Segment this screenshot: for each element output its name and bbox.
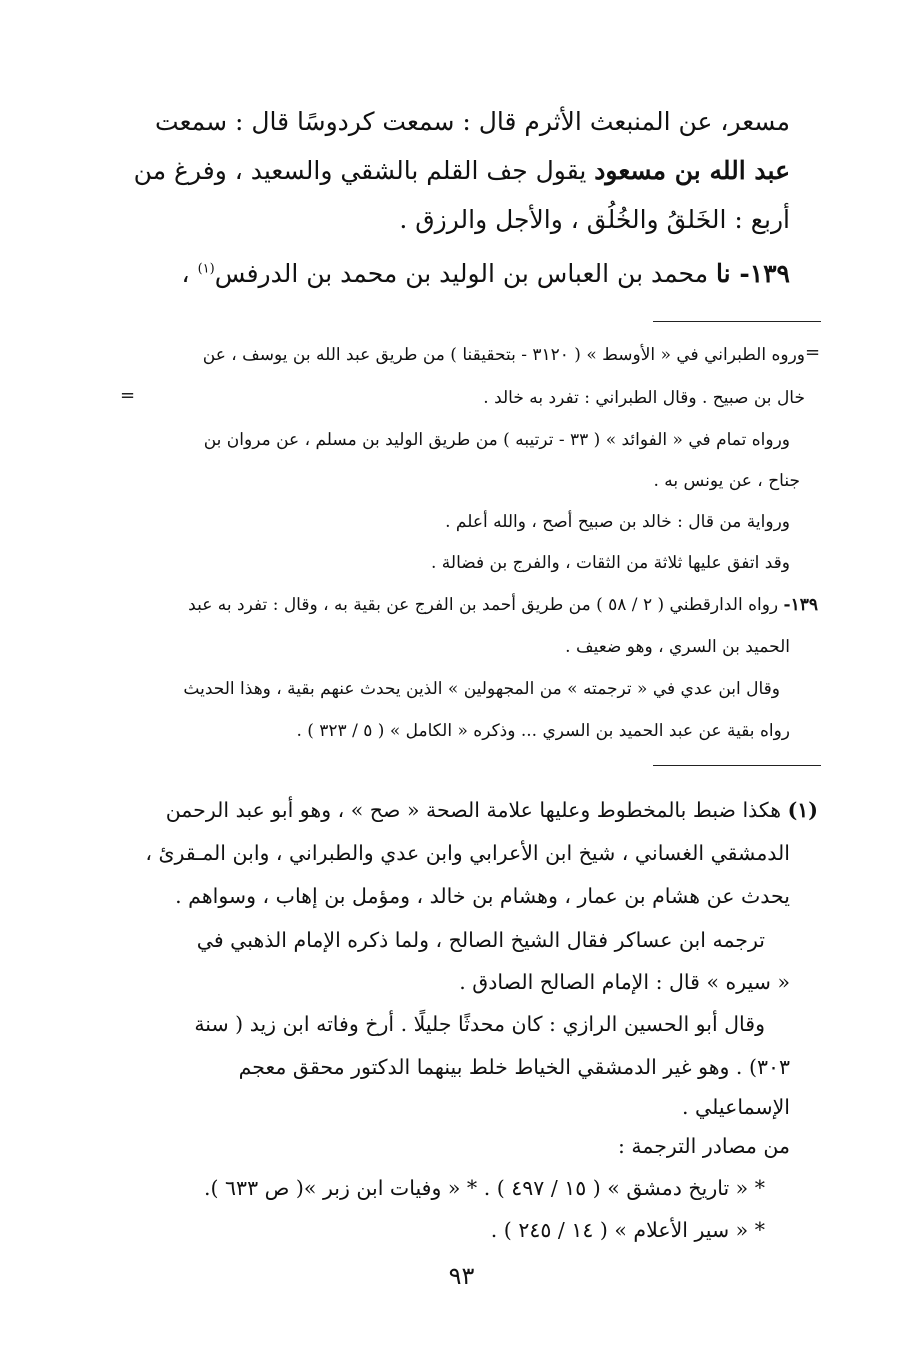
note-line-6: وقد اتفق عليها ثلاثة من الثقات ، والفرج بن فضالة . — [430, 553, 790, 573]
footnote-line-5: « سيره » قال : الإمام الصالح الصادق . — [459, 970, 790, 994]
note-line-2: خال بن صبيح . وقال الطبراني : تفرد به خالد . — [483, 388, 805, 408]
note-hadith-number: ١٣٩- — [783, 595, 818, 615]
footnote-line-11: * « سير الأعلام » ( ١٤ / ٢٤٥ ) . — [490, 1218, 765, 1242]
note-line-8: الحميد بن السري ، وهو ضعيف . — [565, 637, 790, 657]
footnote-line-8: الإسماعيلي . — [682, 1095, 790, 1119]
note-line-4: جناح ، عن يونس به . — [653, 471, 800, 491]
footnote-line-6: وقال أبو الحسين الرازي : كان محدثًا جليلًا . أرخ وفاته ابن زيد ( سنة — [194, 1012, 765, 1036]
hadith-139-heading — [110, 254, 790, 298]
note-line-7 — [110, 590, 818, 622]
note-line-1: وروه الطبراني في « الأوسط » ( ٣١٢٠ - بتحقيقنا ) من طريق عبد الله بن يوسف ، عن — [202, 345, 805, 365]
footnote-line-3: يحدث عن هشام بن عمار ، وهشام بن خالد ، ومؤمل بن إهاب ، وسواهم . — [175, 884, 790, 908]
note-line-7-text: رواه الدارقطني ( ٢ / ٥٨ ) من طريق أحمد بن الفرج عن بقية به ، وقال : تفرد به عبد — [188, 595, 784, 615]
main-text-line-3: أربع : الخَلقُ والخُلُق ، والأجل والرزق . — [399, 205, 790, 234]
footnote-line-1-text: هكذا ضبط بالمخطوط وعليها علامة الصحة « صح » ، وهو أبو عبد الرحمن — [165, 798, 788, 822]
footnote-line-1 — [110, 792, 818, 830]
hadith-number: ١٣٩- نا — [716, 259, 790, 288]
notes-separator — [653, 321, 821, 322]
footnote-line-7: ٣٠٣) . وهو غير الدمشقي الخياط خلط بينهما الدكتور محقق معجم — [238, 1055, 790, 1079]
hadith-chain: محمد بن العباس بن الوليد بن محمد بن الدرفس — [214, 259, 717, 288]
continuation-mark: = — [805, 342, 821, 363]
footnote-line-4: ترجمه ابن عساكر فقال الشيخ الصالح ، ولما ذكره الإمام الذهبي في — [196, 928, 765, 952]
footnote-ref-1: (١) — [197, 261, 215, 277]
main-text-line-2-rest: يقول جف القلم بالشقي والسعيد ، وفرغ من — [133, 156, 595, 185]
hadith-chain-end: ، — [181, 259, 198, 288]
footnote-line-2: الدمشقي الغساني ، شيخ ابن الأعرابي وابن عدي والطبراني ، وابن المـقرئ ، — [145, 841, 790, 865]
main-text-line-2 — [110, 151, 790, 195]
continuation-mark: = — [120, 385, 136, 406]
note-line-9: وقال ابن عدي في « ترجمته » من المجهولين » الذين يحدث عنهم بقية ، وهذا الحديث — [183, 679, 780, 699]
footnotes-separator — [653, 765, 821, 766]
footnote-line-9: من مصادر الترجمة : — [617, 1134, 790, 1158]
narrator-name: عبد الله بن مسعود — [594, 156, 790, 185]
footnote-number: (١) — [787, 798, 818, 822]
note-line-10: رواه بقية عن عبد الحميد بن السري ... وذكره « الكامل » ( ٥ / ٣٢٣ ) . — [296, 721, 790, 741]
main-text-line-1: مسعر، عن المنبعث الأثرم قال : سمعت كردوسًا قال : سمعت — [155, 107, 790, 136]
page-number: ٩٣ — [448, 1262, 475, 1290]
note-line-3: ورواه تمام في « الفوائد » ( ٣٣ - ترتيبه ) من طريق الوليد بن مسلم ، عن مروان بن — [203, 430, 790, 450]
note-line-5: ورواية من قال : خالد بن صبيح أصح ، والله أعلم . — [445, 512, 790, 532]
footnote-line-10: * « تاريخ دمشق » ( ١٥ / ٤٩٧ ) . * « وفيات ابن زبر »( ص ٦٣٣ ). — [204, 1176, 765, 1200]
